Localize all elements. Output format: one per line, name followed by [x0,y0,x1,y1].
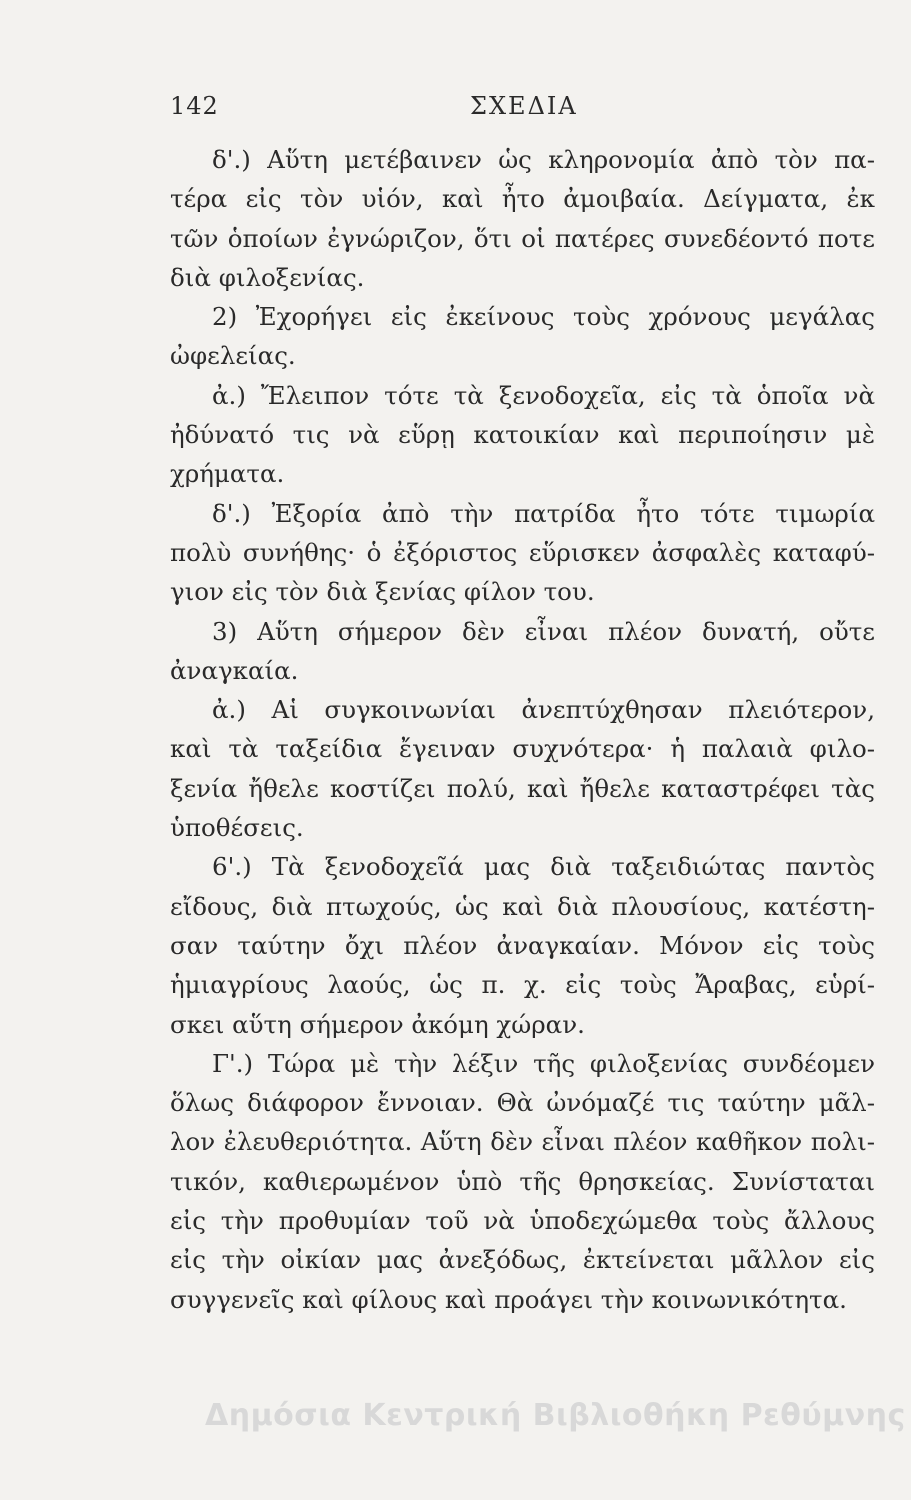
text-line: δ'.) Αὕτη μετέβαινεν ὡς κληρονομία ἀπὸ τὸν πα- [212,145,875,174]
text-line: ἠδύνατό τις νὰ εὕρῃ κατοικίαν καὶ περιποίησιν μὲ [170,420,875,450]
text-line: 2) Ἐχορήγει εἰς ἐκείνους τοὺς χρόνους μεγάλας [212,302,875,332]
text-line: χρήματα. [170,459,285,489]
text-line: δ'.) Ἐξορία ἀπὸ τὴν πατρίδα ἦτο τότε τιμωρία [212,498,875,528]
body-text [170,140,875,1319]
text-line: συγγενεῖς καὶ φίλους καὶ προάγει τὴν κοινωνικότητα. [170,1284,847,1314]
library-watermark: Δημόσια Κεντρική Βιβλιοθήκη Ρεθύμνης [205,1398,906,1433]
text-line: καὶ τὰ ταξείδια ἔγειναν συχνότερα· ἡ παλαιὰ φιλο- [170,734,875,764]
text-line: ὠφελείας. [170,341,296,371]
text-line: σαν ταύτην ὄχι πλέον ἀναγκαίαν. Μόνον εἰς τοὺς [170,930,875,960]
text-line: ἀναγκαία. [170,655,299,685]
text-line: τικόν, καθιερωμένον ὑπὸ τῆς θρησκείας. Συνίσταται [170,1166,875,1196]
text-line: Γ'.) Τώρα μὲ τὴν λέξιν τῆς φιλοξενίας συνδέομεν [212,1048,875,1078]
text-line: τῶν ὁποίων ἐγνώριζον, ὅτι οἱ πατέρες συνεδέοντό ποτε [170,223,875,253]
text-line: πολὺ συνήθης· ὁ ἐξόριστος εὕρισκεν ἀσφαλὲς καταφύ- [170,537,875,567]
text-line: ὑποθέσεις. [170,813,304,843]
text-line: ὅλως διάφορον ἔννοιαν. Θὰ ὠνόμαζέ τις ταύτην μᾶλ- [170,1088,875,1118]
text-line: εἰς τὴν οἰκίαν μας ἀνεξόδως, ἐκτείνεται μᾶλλον εἰς [170,1245,875,1275]
text-line: ἀ.) Αἱ συγκοινωνίαι ἀνεπτύχθησαν πλειότερον, [212,695,875,725]
text-line: διὰ φιλοξενίας. [170,262,365,292]
text-line: τέρα εἰς τὸν υἱόν, καὶ ἦτο ἀμοιβαία. Δείγματα, ἐκ [170,184,875,214]
running-title: ΣΧΕΔΙΑ [470,92,578,120]
text-line: ἀ.) Ἔλειπον τότε τὰ ξενοδοχεῖα, εἰς τὰ ὁποῖα νὰ [212,380,875,410]
page-header [170,92,870,128]
text-line: λον ἐλευθεριότητα. Αὕτη δὲν εἶναι πλέον καθῆκον πολι- [170,1127,875,1157]
text-line: ξενία ἤθελε κοστίζει πολύ, καὶ ἤθελε καταστρέφει τὰς [170,773,875,803]
text-line: ἡμιαγρίους λαούς, ὡς π. χ. εἰς τοὺς Ἄραβας, εὑρί- [170,970,875,1000]
text-line: 3) Αὕτη σήμερον δὲν εἶναι πλέον δυνατή, οὔτε [212,616,875,646]
text-line: σκει αὕτη σήμερον ἀκόμη χώραν. [170,1009,585,1039]
text-line: εἰς τὴν προθυμίαν τοῦ νὰ ὑποδεχώμεθα τοὺς ἄλλους [170,1206,875,1236]
text-line: γιον εἰς τὸν διὰ ξενίας φίλον του. [170,577,595,607]
page-number: 142 [170,92,219,120]
text-line: εἴδους, διὰ πτωχούς, ὡς καὶ διὰ πλουσίους, κατέστη- [170,891,875,921]
text-line: 6'.) Τὰ ξενοδοχεῖά μας διὰ ταξειδιώτας παντὸς [212,852,875,882]
